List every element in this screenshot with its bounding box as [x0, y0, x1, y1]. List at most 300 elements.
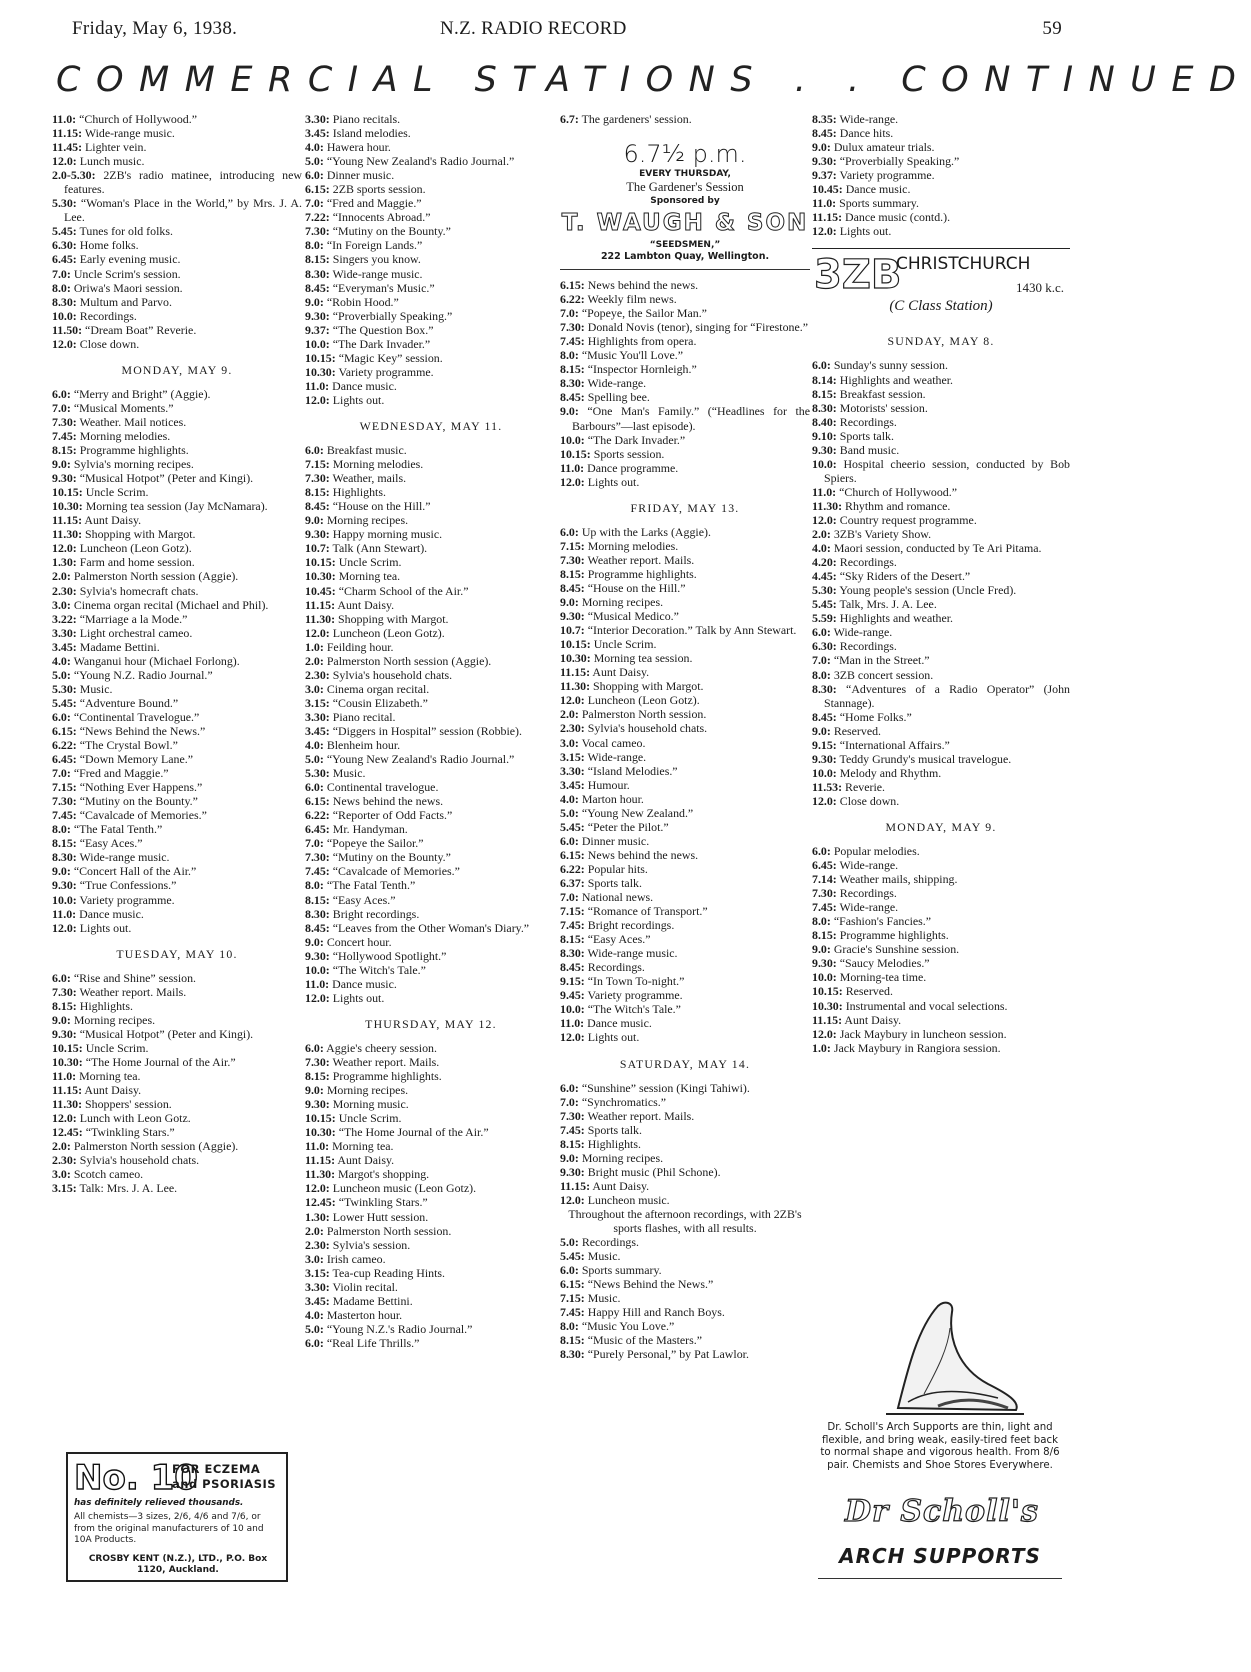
schedule-entry: [305, 1266, 557, 1280]
entry-time: 10.0:: [305, 336, 330, 351]
entry-programme: Morning tea.: [332, 1139, 394, 1154]
entry-programme: Uncle Scrim.: [85, 485, 149, 500]
entry-programme: Recordings.: [839, 639, 897, 654]
entry-time: 10.7:: [305, 541, 330, 556]
entry-time: 8.45:: [305, 920, 330, 935]
entry-programme: Weather report. Mails.: [587, 1108, 695, 1123]
entry-time: 7.30:: [52, 794, 77, 809]
schedule-entry: [52, 850, 302, 864]
schedule-entry: [305, 1153, 557, 1167]
entry-programme: “Adventures of a Radio Operator” (John Stannage).: [824, 681, 1070, 710]
entry-time: 2.30:: [305, 667, 330, 682]
schedule-entry: [305, 379, 557, 393]
schedule-entry: [52, 1181, 302, 1195]
schedule-entry: [305, 513, 557, 527]
entry-programme: “News Behind the News.”: [587, 1277, 714, 1292]
schedule-entry: [52, 1097, 302, 1111]
schedule-entry: [305, 210, 557, 224]
entry-programme: Recordings.: [79, 308, 137, 323]
schedule-entry: [560, 623, 810, 637]
entry-programme: Country request programme.: [839, 512, 977, 527]
entry-programme: Morning melodies.: [587, 538, 679, 553]
schedule-entry: [305, 126, 557, 140]
entry-programme: Close down.: [839, 793, 900, 808]
schedule-entry: [560, 1016, 810, 1030]
entry-time: 8.15:: [560, 566, 585, 581]
entry-programme: Sports talk.: [839, 428, 894, 443]
entry-programme: Uncle Scrim.: [593, 637, 657, 652]
schedule-entry: [305, 1083, 557, 1097]
station-call-sign: 3ZB: [814, 252, 902, 299]
entry-time: 12.0:: [560, 1030, 585, 1045]
schedule-list: [812, 358, 1070, 808]
schedule-entry: [560, 651, 810, 665]
station-city: CHRISTCHURCH: [896, 254, 1031, 275]
schedule-entry: [305, 1125, 557, 1139]
entry-programme: “In Foreign Lands.”: [326, 238, 423, 253]
schedule-entry: [305, 710, 557, 724]
entry-time: 6.0:: [305, 780, 324, 795]
entry-programme: Programme highlights.: [79, 443, 189, 458]
entry-time: 7.0:: [560, 890, 579, 905]
entry-time: 11.15:: [560, 665, 591, 680]
entry-programme: “Island Melodies.”: [587, 763, 678, 778]
entry-time: 5.0:: [305, 1321, 324, 1336]
entry-time: 9.30:: [812, 442, 837, 457]
schedule-entry: [560, 433, 810, 447]
entry-programme: Lights out.: [79, 920, 132, 935]
entry-programme: Multum and Parvo.: [79, 294, 172, 309]
entry-programme: “Dream Boat” Reverie.: [85, 322, 197, 337]
schedule-entry: [560, 362, 810, 376]
entry-time: 7.30:: [52, 984, 77, 999]
entry-time: 5.30:: [52, 196, 77, 211]
schedule-entry: [305, 1210, 557, 1224]
schedule-entry: [305, 499, 557, 513]
entry-time: 2.30:: [52, 583, 77, 598]
schedule-entry: [812, 196, 1070, 210]
schedule-entry: [812, 738, 1070, 752]
entry-programme: Morning recipes.: [581, 595, 664, 610]
schedule-entry: [560, 637, 810, 651]
entry-time: 8.15:: [305, 485, 330, 500]
entry-time: 11.0:: [812, 484, 837, 499]
entry-time: 8.0:: [305, 238, 324, 253]
ad-firm-name: T. WAUGH & SON: [561, 210, 809, 237]
schedule-entry: [52, 309, 302, 323]
entry-programme: Wide-range.: [839, 900, 899, 915]
entry-programme: “International Affairs.”: [839, 737, 950, 752]
entry-time: 12.45:: [52, 1125, 83, 1140]
entry-programme: “Adventure Bound.”: [79, 695, 179, 710]
entry-programme: Aunt Daisy.: [844, 1012, 902, 1027]
entry-time: 7.30:: [305, 224, 330, 239]
entry-programme: Morning tea.: [338, 569, 401, 584]
entry-time: 9.30:: [52, 878, 77, 893]
schedule-entry: [305, 252, 557, 266]
entry-programme: “Charm School of the Air.”: [338, 583, 469, 598]
schedule-entry: [305, 1055, 557, 1069]
schedule-entry: [52, 921, 302, 935]
schedule-entry: [305, 654, 557, 668]
entry-programme: Popular melodies.: [833, 844, 920, 859]
entry-time: 8.45:: [812, 126, 837, 141]
entry-programme: “Easy Aces.”: [587, 932, 651, 947]
entry-time: 3.30:: [305, 1279, 330, 1294]
schedule-entry: [52, 140, 302, 154]
schedule-entry: [305, 963, 557, 977]
entry-time: 7.30:: [305, 850, 330, 865]
schedule-entry: [812, 914, 1070, 928]
schedule-entry: [812, 780, 1070, 794]
schedule-entry: [52, 766, 302, 780]
entry-programme: Mr. Handyman.: [332, 822, 408, 837]
entry-programme: Light orchestral cameo.: [79, 625, 193, 640]
entry-programme: “Saucy Melodies.”: [839, 956, 930, 971]
schedule-entry: [812, 401, 1070, 415]
schedule-entry: [52, 878, 302, 892]
entry-time: 8.0:: [560, 1319, 579, 1334]
entry-time: 3.15:: [305, 1265, 330, 1280]
entry-time: 10.15:: [52, 1040, 83, 1055]
schedule-entry: [305, 822, 557, 836]
schedule-entry: [560, 834, 810, 848]
entry-time: 10.15:: [560, 446, 591, 461]
schedule-entry: [52, 999, 302, 1013]
schedule-entry: [52, 238, 302, 252]
entry-time: 10.15:: [305, 1111, 336, 1126]
entry-time: 2.0:: [560, 707, 579, 722]
entry-programme: “Robin Hood.”: [326, 294, 399, 309]
schedule-entry: [52, 1139, 302, 1153]
entry-programme: “Young New Zealand.”: [581, 805, 694, 820]
schedule-entry: [52, 569, 302, 583]
entry-time: 12.0:: [812, 224, 837, 239]
entry-programme: Highlights.: [79, 998, 133, 1013]
entry-programme: Programme highlights.: [839, 928, 949, 943]
schedule-entry: [560, 609, 810, 623]
entry-time: 11.0:: [560, 460, 585, 475]
schedule-entry: [305, 766, 557, 780]
entry-programme: Concert hour.: [326, 934, 392, 949]
schedule-entry: [52, 499, 302, 513]
schedule-entry: [560, 918, 810, 932]
entry-time: 11.50:: [52, 322, 83, 337]
entry-programme: “Musical Moments.”: [73, 400, 174, 415]
entry-programme: Lights out.: [332, 990, 385, 1005]
entry-programme: Spelling bee.: [587, 390, 650, 405]
schedule-entry: [52, 415, 302, 429]
entry-programme: Weather report. Mails.: [332, 1055, 440, 1069]
entry-programme: Variety programme.: [839, 168, 935, 183]
entry-time: 11.30:: [52, 1097, 83, 1112]
entry-time: 6.0:: [560, 524, 579, 539]
entry-time: 6.0:: [560, 833, 579, 848]
entry-time: 9.0:: [305, 513, 324, 528]
schedule-entry: [560, 1002, 810, 1016]
entry-programme: Lower Hutt session.: [332, 1209, 429, 1224]
entry-time: 8.15:: [305, 252, 330, 267]
entry-programme: “Church of Hollywood.”: [79, 112, 197, 126]
entry-time: 12.0:: [305, 990, 330, 1005]
entry-programme: Morning recipes.: [326, 513, 409, 528]
entry-programme: Marton hour.: [581, 791, 644, 806]
schedule-entry: [560, 1347, 810, 1361]
entry-time: 3.30:: [52, 625, 77, 640]
entry-programme: Aunt Daisy.: [337, 597, 395, 612]
schedule-entry: [560, 1277, 810, 1291]
entry-time: 6.15:: [52, 723, 77, 738]
schedule-entry: [560, 1095, 810, 1109]
entry-programme: Young people's session (Uncle Fred).: [839, 583, 1017, 598]
entry-time: 3.22:: [52, 611, 77, 626]
entry-time: 8.0:: [52, 280, 71, 295]
schedule-entry: [560, 475, 810, 489]
schedule-entry: [52, 971, 302, 985]
ad-brand: Dr Scholl's: [845, 1494, 1039, 1529]
entry-programme: “Reporter of Odd Facts.”: [332, 808, 453, 823]
entry-programme: Instrumental and vocal selections.: [845, 998, 1008, 1013]
entry-time: 8.0:: [812, 667, 831, 682]
schedule-entry: [52, 112, 302, 126]
entry-time: 7.30:: [305, 1055, 330, 1069]
schedule-entry: [52, 654, 302, 668]
entry-time: 6.15:: [560, 1277, 585, 1292]
entry-time: 3.45:: [305, 723, 330, 738]
entry-programme: Reserved.: [845, 984, 893, 999]
entry-time: 5.45:: [560, 819, 585, 834]
entry-programme: Dance music.: [845, 182, 911, 197]
station-header-3zb: [812, 248, 1070, 322]
ad-every: EVERY THURSDAY,: [639, 169, 731, 180]
entry-time: 9.30:: [812, 751, 837, 766]
entry-programme: Sylvia's session.: [332, 1237, 411, 1252]
entry-programme: Breakfast music.: [326, 443, 407, 458]
entry-programme: Madame Bettini.: [332, 1293, 413, 1308]
entry-programme: Sports summary.: [581, 1263, 662, 1278]
schedule-entry: [812, 457, 1070, 485]
entry-time: 11.15:: [52, 126, 83, 141]
entry-time: 7.45:: [560, 918, 585, 933]
section-title: COMMERCIAL STATIONS . . CONTINUED: [56, 60, 1251, 100]
entry-programme: “The Home Journal of the Air.”: [338, 1125, 489, 1140]
entry-time: 11.15:: [305, 1153, 336, 1168]
entry-time: 7.0:: [560, 1094, 579, 1109]
entry-programme: Sylvia's morning recipes.: [73, 457, 194, 472]
entry-time: 10.0:: [560, 432, 585, 447]
entry-programme: Singers you know.: [332, 252, 421, 267]
entry-programme: “Interior Decoration.” Talk by Ann Stewart.: [587, 623, 797, 638]
entry-programme: Dance hits.: [839, 126, 894, 141]
schedule-entry: [812, 168, 1070, 182]
entry-programme: Luncheon (Leon Gotz).: [79, 541, 192, 556]
entry-time: 7.30:: [305, 471, 330, 486]
entry-programme: “Easy Aces.”: [79, 836, 143, 851]
entry-programme: Blenheim hour.: [326, 738, 401, 753]
entry-programme: Home folks.: [79, 238, 139, 253]
entry-time: 10.0:: [560, 1002, 585, 1017]
entry-programme: “Sky Riders of the Desert.”: [839, 569, 971, 584]
entry-time: 12.0:: [305, 625, 330, 640]
schedule-entry: [560, 988, 810, 1002]
entry-time: 5.45:: [560, 1249, 585, 1264]
entry-programme: Happy Hill and Ranch Boys.: [587, 1305, 725, 1320]
entry-time: 4.0:: [305, 140, 324, 155]
entry-programme: “Man in the Street.”: [833, 653, 930, 668]
entry-time: 6.0:: [812, 844, 831, 859]
schedule-entry: [560, 1081, 810, 1095]
entry-time: 8.15:: [52, 443, 77, 458]
schedule-entry: [305, 808, 557, 822]
schedule-list: [305, 443, 557, 1005]
schedule-list: [52, 971, 302, 1196]
schedule-list: [560, 1081, 810, 1207]
entry-time: 3.30:: [305, 112, 330, 126]
entry-programme: 2ZB sports session.: [332, 182, 426, 197]
entry-time: 6.0:: [52, 709, 71, 724]
entry-time: 6.30:: [812, 639, 837, 654]
ad-relief: has definitely relieved thousands.: [74, 1498, 244, 1508]
schedule-entry: [52, 295, 302, 309]
entry-time: 8.45:: [560, 580, 585, 595]
entry-programme: “The Witch's Tale.”: [332, 962, 426, 977]
schedule-entry: [560, 1123, 810, 1137]
schedule-entry: [560, 876, 810, 890]
entry-programme: Weather. Mail notices.: [79, 414, 187, 429]
schedule-entry: [812, 358, 1070, 372]
entry-time: 8.30:: [560, 1347, 585, 1362]
entry-time: 10.45:: [305, 583, 336, 598]
entry-programme: Melody and Rhythm.: [839, 765, 942, 780]
entry-programme: “Twinkling Stars.”: [338, 1195, 428, 1210]
entry-time: 8.30:: [305, 266, 330, 281]
entry-time: 4.20:: [812, 555, 837, 570]
schedule-entry: [52, 696, 302, 710]
schedule-entry: [305, 1336, 557, 1350]
schedule-entry: [560, 525, 810, 539]
ad-time: 6.7½ p.m.: [623, 140, 747, 169]
entry-programme: “Proverbially Speaking.”: [332, 308, 453, 323]
entry-programme: Shopping with Margot.: [593, 679, 704, 694]
schedule-entry: [52, 612, 302, 626]
entry-programme: Sports talk.: [587, 875, 642, 890]
schedule-entry: [305, 1252, 557, 1266]
schedule-entry: [560, 1291, 810, 1305]
entry-programme: Palmerston North session.: [581, 707, 707, 722]
entry-time: 7.30:: [52, 414, 77, 429]
schedule-entry: [812, 140, 1070, 154]
entry-programme: Aunt Daisy.: [592, 1178, 650, 1193]
entry-programme: “Young N.Z.'s Radio Journal.”: [326, 1321, 473, 1336]
schedule-entry: [305, 1224, 557, 1238]
schedule-entry: [305, 893, 557, 907]
entry-programme: Wanganui hour (Michael Forlong).: [73, 653, 240, 668]
entry-programme: Aunt Daisy.: [337, 1153, 395, 1168]
entry-programme: Palmerston North session (Aggie).: [73, 1139, 239, 1154]
schedule-entry: [52, 780, 302, 794]
schedule-entry: [560, 1319, 810, 1333]
schedule-entry: [305, 752, 557, 766]
schedule-entry: [560, 1109, 810, 1123]
schedule-entry: [305, 555, 557, 569]
entry-time: 6.22:: [305, 808, 330, 823]
schedule-entry: [305, 267, 557, 281]
entry-time: 5.0:: [560, 1235, 579, 1250]
schedule-entry: [812, 844, 1070, 858]
entry-programme: “Musical Hotpot” (Peter and Kingi).: [79, 471, 254, 486]
entry-programme: Wide-range.: [839, 112, 899, 126]
schedule-entry: [560, 447, 810, 461]
entry-programme: Wide-range.: [587, 749, 647, 764]
schedule-entry: [812, 682, 1070, 710]
entry-programme: “Young New Zealand's Radio Journal.”: [326, 154, 515, 169]
entry-programme: Maori session, conducted by Te Ari Pitama.: [833, 541, 1042, 556]
entry-programme: National news.: [581, 890, 654, 905]
entry-time: 8.14:: [812, 372, 837, 387]
entry-time: 6.0:: [52, 970, 71, 985]
schedule-entry: [52, 584, 302, 598]
entry-time: 6.45:: [52, 752, 77, 767]
entry-time: 7.0:: [305, 196, 324, 211]
entry-programme: “Romance of Transport.”: [587, 904, 708, 919]
entry-programme: Piano recitals.: [332, 112, 401, 126]
entry-time: 9.30:: [812, 956, 837, 971]
entry-time: 8.30:: [305, 906, 330, 921]
entry-programme: “Young N.Z. Radio Journal.”: [73, 667, 213, 682]
entry-programme: Hospital cheerio session, conducted by Bob Spiers.: [824, 456, 1070, 485]
entry-time: 5.0:: [52, 667, 71, 682]
entry-time: 2.0:: [52, 569, 71, 584]
schedule-entry: [52, 513, 302, 527]
schedule-entry: [305, 569, 557, 583]
schedule-entry: [52, 224, 302, 238]
schedule-entry: [52, 281, 302, 295]
entry-time: 6.37:: [560, 875, 585, 890]
schedule-entry: [812, 872, 1070, 886]
entry-time: 6.22:: [52, 738, 77, 753]
entry-programme: “News Behind the News.”: [79, 723, 206, 738]
schedule-entry: [812, 970, 1070, 984]
schedule-entry: [812, 224, 1070, 238]
entry-time: 3.15:: [560, 749, 585, 764]
entry-programme: Dance music (contd.).: [845, 210, 951, 225]
entry-time: 3.45:: [560, 777, 585, 792]
schedule-entry: [560, 1193, 810, 1207]
schedule-entry: [812, 710, 1070, 724]
entry-programme: Dinner music.: [326, 168, 395, 183]
entry-time: 11.15:: [305, 597, 336, 612]
entry-programme: Sports session.: [593, 446, 665, 461]
entry-time: 8.15:: [305, 892, 330, 907]
entry-time: 6.7:: [560, 112, 579, 126]
schedule-list: [52, 387, 302, 935]
entry-time: 3.45:: [305, 126, 330, 141]
entry-time: 1.0:: [812, 1040, 831, 1055]
entry-time: 8.0:: [812, 914, 831, 929]
entry-time: 7.0:: [560, 306, 579, 321]
schedule-entry: [305, 238, 557, 252]
entry-programme: “Music You Love.”: [581, 1319, 675, 1334]
schedule-entry: [560, 974, 810, 988]
entry-time: 11.0:: [305, 1139, 330, 1154]
entry-time: 9.0:: [812, 942, 831, 957]
entry-time: 6.15:: [305, 182, 330, 197]
schedule-entry: [812, 210, 1070, 224]
schedule-entry: [305, 780, 557, 794]
entry-time: 11.53:: [812, 779, 843, 794]
schedule-entry: [812, 794, 1070, 808]
entry-programme: Sylvia's household chats.: [587, 721, 708, 736]
